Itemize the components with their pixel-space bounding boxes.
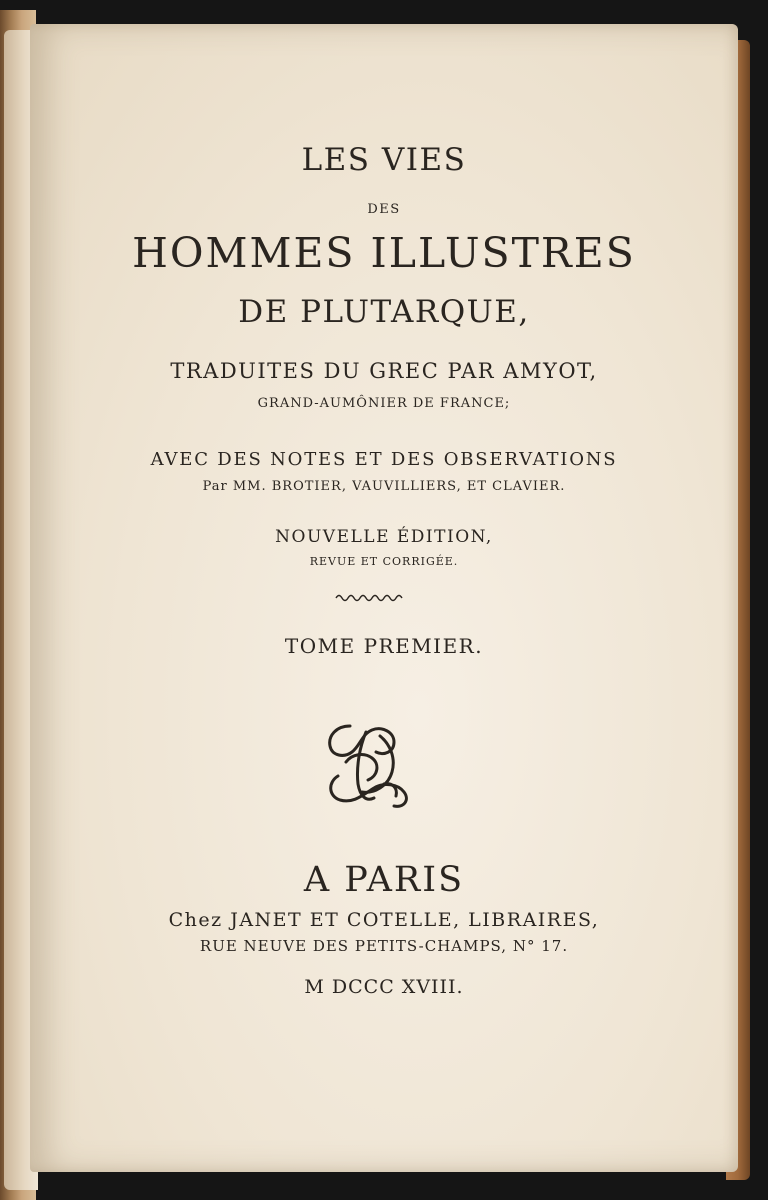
translator-title: GRAND-AUMÔNIER DE FRANCE; [257, 396, 511, 411]
edition-revised: REVUE ET CORRIGÉE. [309, 555, 459, 568]
wavy-rule-ornament-icon [334, 592, 404, 604]
notes-line: AVEC DES NOTES ET DES OBSERVATIONS [150, 449, 618, 470]
title-des: DES [367, 202, 401, 217]
imprint-city: A PARIS [303, 860, 465, 900]
imprint-date: M DCCC XVIII. [304, 976, 464, 998]
printer-monogram-icon [320, 714, 415, 814]
volume-line: TOME PREMIER. [284, 634, 484, 658]
title-de-plutarque: DE PLUTARQUE, [238, 294, 530, 330]
editors-line: Par MM. BROTIER, VAUVILLIERS, ET CLAVIER. [202, 479, 566, 494]
edition-line: NOUVELLE ÉDITION, [275, 527, 493, 547]
imprint-publisher: Chez JANET ET COTELLE, LIBRAIRES, [168, 909, 600, 931]
title-hommes-illustres: HOMMES ILLUSTRES [132, 229, 636, 277]
translator-line: TRADUITES DU GREC PAR AMYOT, [170, 359, 598, 383]
title-page [30, 24, 738, 1172]
imprint-address: RUE NEUVE DES PETITS-CHAMPS, N° 17. [199, 937, 569, 955]
title-les-vies: LES VIES [301, 142, 467, 178]
